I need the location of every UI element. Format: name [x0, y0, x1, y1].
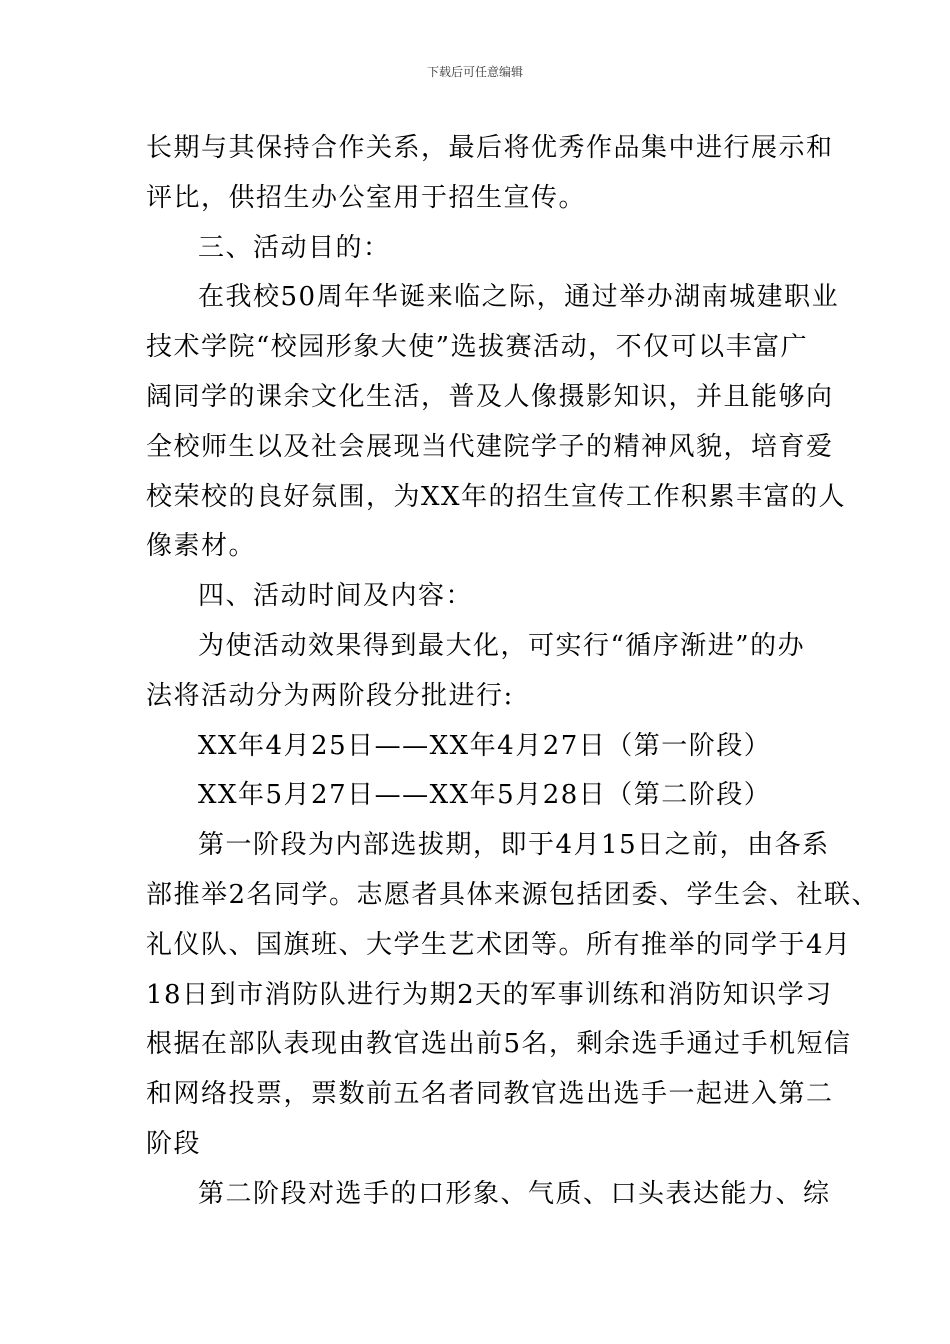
text-line: 为使活动效果得到最大化，可实行“循序渐进”的办 — [198, 630, 806, 661]
text-line: 全校师生以及社会展现当代建院学子的精神风貌，培育爱 — [146, 431, 834, 462]
text-line: 礼仪队、国旗班、大学生艺术团等。所有推举的同学于4月 — [146, 929, 852, 960]
text-line: 根据在部队表现由教官选出前5名，剩余选手通过手机短信 — [146, 1029, 852, 1060]
section-heading: 四、活动时间及内容： — [198, 581, 474, 612]
document-body — [146, 124, 880, 1220]
text-line: 部推举2名同学。志愿者具体来源包括团委、学生会、社联、 — [146, 879, 880, 910]
text-line: 第二阶段对选手的口形象、气质、口头表达能力、综 — [198, 1178, 831, 1209]
page-header: 下载后可任意编辑 — [426, 65, 523, 79]
text-line: 评比，供招生办公室用于招生宣传。 — [146, 182, 587, 213]
text-line: 18日到市消防队进行为期2天的军事训练和消防知识学习 — [146, 979, 833, 1010]
text-line: 校荣校的良好氛围，为XX年的招生宣传工作积累丰富的人 — [146, 481, 847, 512]
text-line: 像素材。 — [146, 531, 257, 562]
text-line: 法将活动分为两阶段分批进行: — [146, 680, 514, 711]
text-line: 阔同学的课余文化生活，普及人像摄影知识，并且能够向 — [146, 381, 834, 412]
text-line: 和网络投票，票数前五名者同教官选出选手一起进入第二 — [146, 1079, 834, 1110]
text-line: 在我校50周年华诞来临之际，通过举办湖南城建职业 — [198, 282, 840, 313]
text-line: 技术学院“校园形象大使”选拔赛活动，不仅可以丰富广 — [146, 332, 809, 363]
date-range-line: XX年5月27日——XX年5月28日（第二阶段） — [198, 780, 772, 811]
text-line: 阶段 — [146, 1128, 202, 1159]
text-line: 长期与其保持合作关系，最后将优秀作品集中进行展示和 — [146, 133, 834, 163]
text-line: 第一阶段为内部选拔期，即于4月15日之前，由各系 — [198, 830, 830, 861]
section-heading: 三、活动目的： — [198, 232, 391, 263]
date-range-line: XX年4月25日——XX年4月27日（第一阶段） — [198, 730, 772, 761]
